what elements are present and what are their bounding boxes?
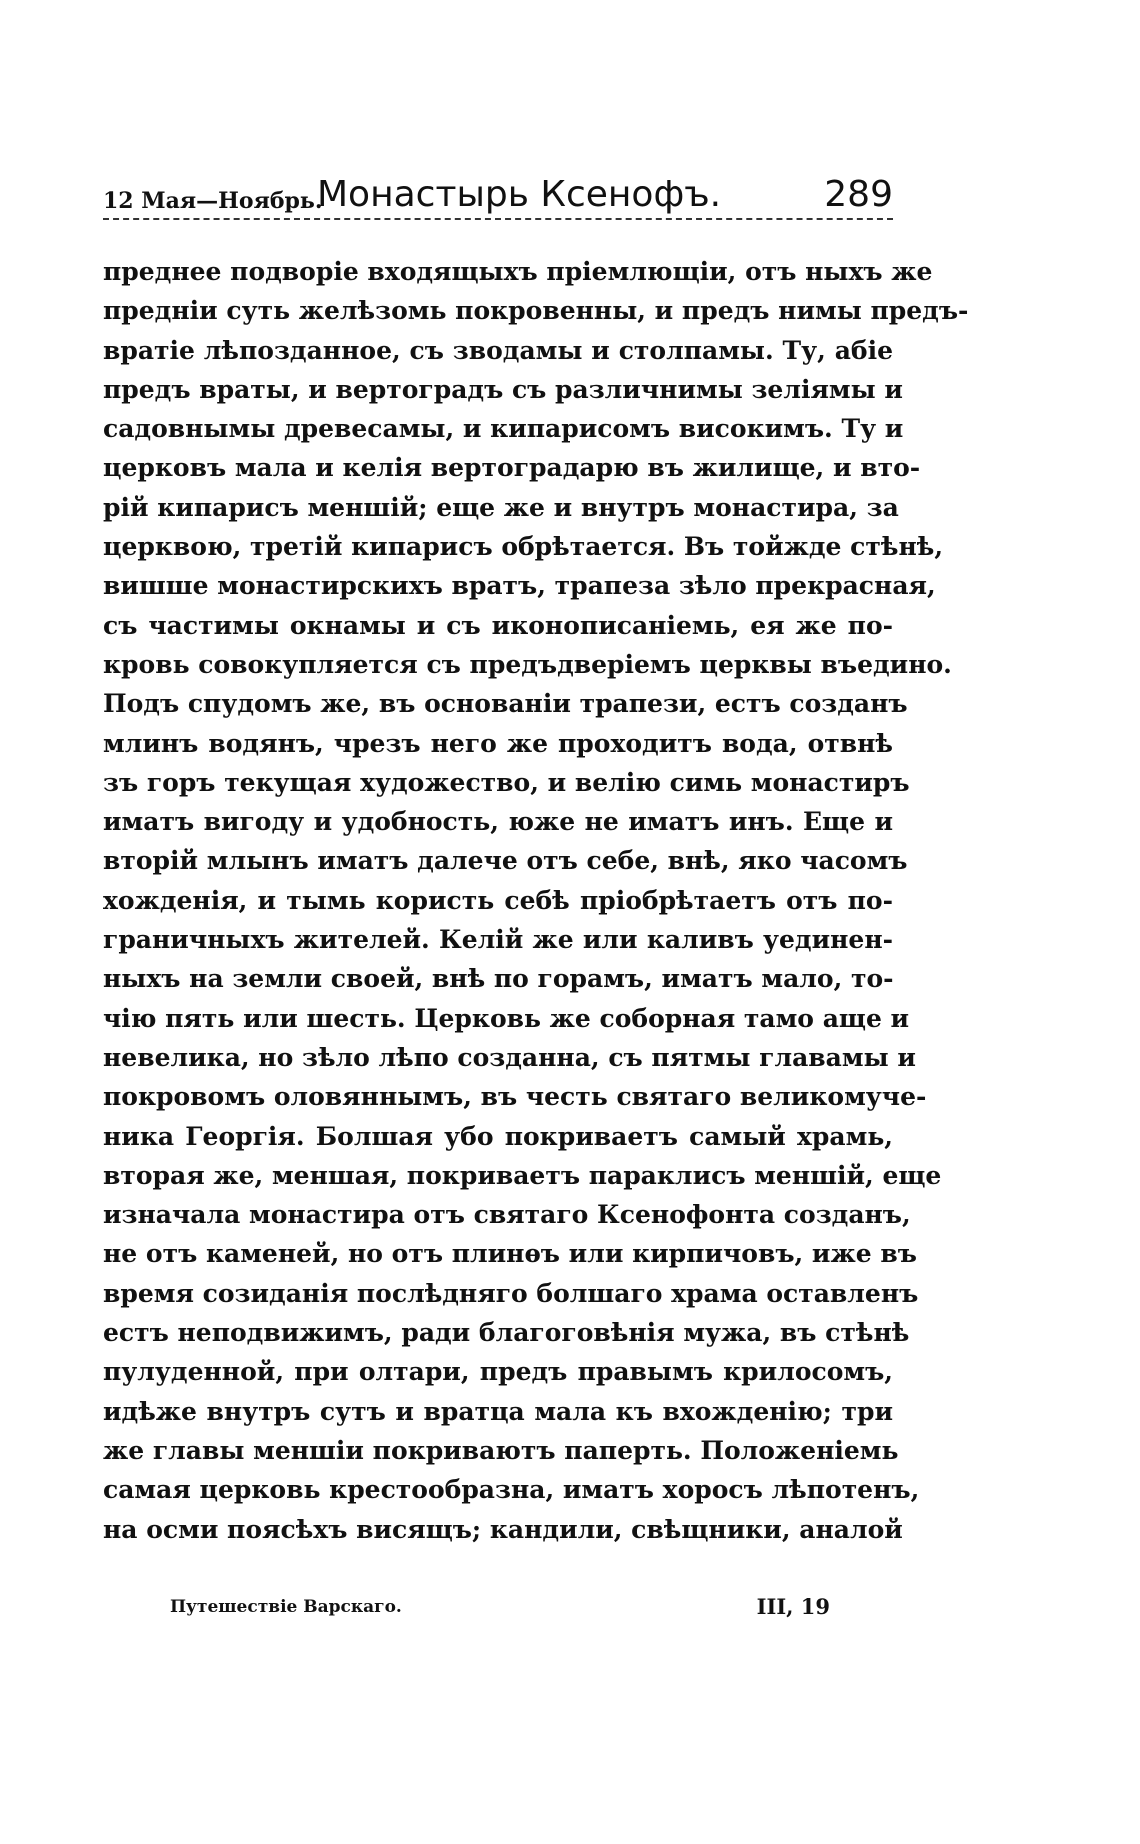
text-line: садовнымы древесамы, и кипарисомъ високимъ. Ту и — [103, 414, 904, 444]
page-footer — [170, 1594, 830, 1627]
body-text — [103, 252, 969, 1549]
text-line: иматъ вигоду и удобность, юже не иматъ инъ. Еще и — [103, 807, 893, 837]
text-line: пулуденной, при олтари, предъ правымъ крилосомъ, — [103, 1357, 893, 1387]
text-line: покровомъ оловяннымъ, въ честь святаго великомуче- — [103, 1082, 927, 1112]
text-line: зъ горъ текущая художество, и велію симь монастиръ — [103, 767, 910, 797]
text-line: Подъ спудомъ же, въ основаніи трапези, естъ созданъ — [103, 689, 908, 719]
text-line: граничныхъ жителей. Келій же или каливъ уединен- — [103, 925, 893, 955]
page-number: 289 — [824, 174, 893, 215]
header-date-range: 12 Мая—Ноябрь. — [103, 188, 323, 214]
text-line: не отъ каменей, но отъ плинѳъ или кирпичовъ, иже въ — [103, 1239, 917, 1269]
text-line: изначала монастира отъ святаго Ксенофонта созданъ, — [103, 1200, 911, 1230]
text-line: вишше монастирскихъ вратъ, трапеза зѣло прекрасная, — [103, 571, 936, 601]
text-line: идѣже внутръ сутъ и вратца мала къ вхожденію; три — [103, 1396, 893, 1426]
text-line: время созиданія послѣдняго болшаго храма оставленъ — [103, 1278, 919, 1308]
text-line: млинъ водянъ, чрезъ него же проходитъ вода, отвнѣ — [103, 728, 893, 758]
text-line: ныхъ на земли своей, внѣ по горамъ, иматъ мало, то- — [103, 964, 894, 994]
text-line: самая церковь крестообразна, иматъ хоросъ лѣпотенъ, — [103, 1475, 920, 1505]
text-line: предъ враты, и вертоградъ съ различнимы зеліямы и — [103, 374, 903, 404]
text-line: съ частимы окнамы и съ иконописаніемь, ея же по- — [103, 610, 893, 640]
running-header — [103, 170, 893, 220]
text-line: вторая же, меншая, покриваетъ параклисъ меншій, еще — [103, 1160, 942, 1190]
text-line: вратіе лѣпозданное, съ зводамы и столпамы. Ту, абіе — [103, 335, 893, 365]
text-line: церковъ мала и келія вертоградарю въ жилище, и вто- — [103, 453, 921, 483]
header-rule — [103, 218, 893, 220]
text-line: же главы меншіи покриваютъ паперть. Положеніемь — [103, 1435, 899, 1465]
text-line: ника Георгія. Болшая убо покриваетъ самый храмь, — [103, 1121, 893, 1151]
text-line: преднее подворіе входящыхъ пріемлющіи, отъ ныхъ же — [103, 257, 933, 286]
text-line: вторій млынъ иматъ далече отъ себе, внѣ, яко часомъ — [103, 846, 908, 876]
text-line: невелика, но зѣло лѣпо созданна, съ пятмы главамы и — [103, 1042, 916, 1072]
text-line: естъ неподвижимъ, ради благоговѣнія мужа, въ стѣнѣ — [103, 1318, 910, 1348]
header-title: Монастырь Ксенофъ. — [317, 174, 722, 215]
text-line: церквою, третій кипарисъ обрѣтается. Въ тойжде стѣнѣ, — [103, 532, 944, 562]
footer-signature: III, 19 — [756, 1594, 830, 1619]
text-line: хожденія, и тымь користь себѣ пріобрѣтаетъ отъ по- — [103, 885, 893, 915]
footer-book-title: Путешествіе Варскаго. — [170, 1597, 402, 1617]
text-line: кровь совокупляется съ предъдверіемъ церквы въедино. — [103, 649, 952, 679]
text-line: чію пять или шесть. Церковь же соборная тамо аще и — [103, 1003, 910, 1033]
text-line: предніи суть желѣзомь покровенны, и предъ нимы предъ- — [103, 296, 969, 326]
text-line: рій кипарисъ меншій; еще же и внутръ монастира, за — [103, 492, 899, 522]
text-line: на осми поясѣхъ висящъ; кандили, свѣщники, аналой — [103, 1514, 903, 1544]
